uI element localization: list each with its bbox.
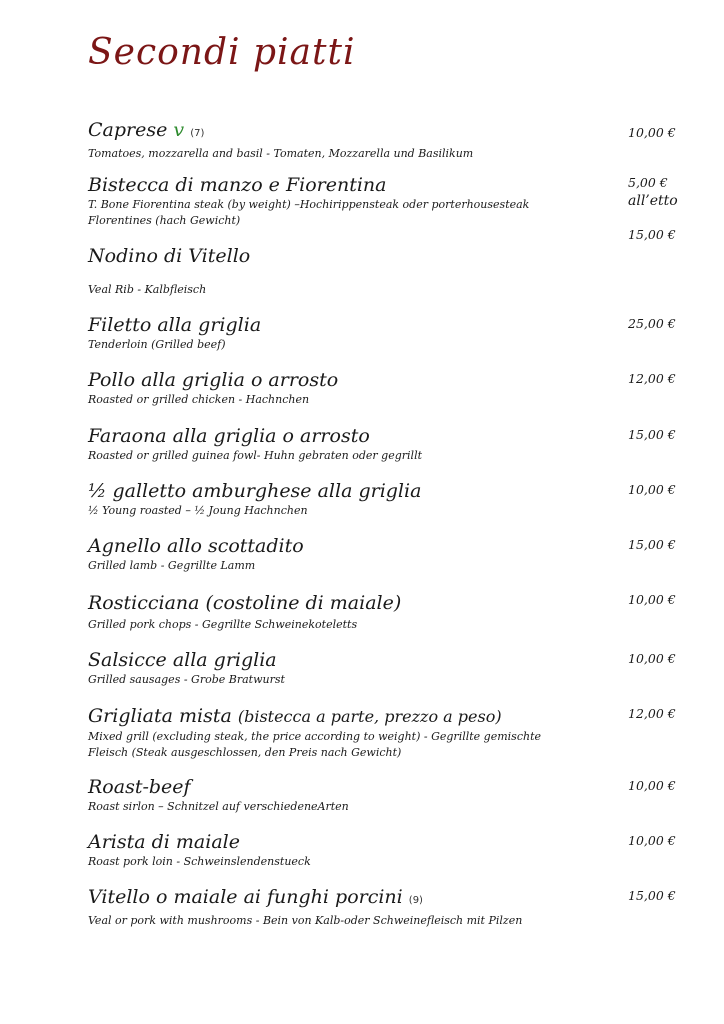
price-filetto: 25,00 € — [628, 316, 676, 331]
price-rosticciana: 10,00 € — [628, 592, 676, 607]
dish-description: Roasted or grilled guinea fowl- Huhn gebraten oder gegrillt — [88, 449, 423, 462]
dish-name: Nodino di Vitello — [88, 245, 251, 267]
price-grigliata: 12,00 € — [628, 706, 676, 721]
dish-description: Mixed grill (excluding steak, the price according to weight) - Gegrillte gemischte — [88, 730, 541, 743]
menu-item-nodino — [88, 244, 618, 298]
dish-description: T. Bone Fiorentina steak (by weight) –Hochirippensteak oder porterhousesteak — [88, 198, 530, 211]
dish-name: Agnello allo scottadito — [88, 535, 304, 557]
menu-item-agnello — [88, 534, 618, 574]
dish-description: Grilled pork chops - Gegrillte Schweinekoteletts — [88, 618, 358, 631]
price-value: 5,00 € — [628, 175, 668, 190]
menu-item-pollo — [88, 368, 618, 408]
price-nodino: 15,00 € — [628, 227, 676, 242]
dish-name: Filetto alla griglia — [88, 314, 262, 336]
dish-name: Vitello o maiale ai funghi porcini — [88, 886, 403, 908]
menu-item-salsicce — [88, 648, 618, 688]
dish-description: Tomatoes, mozzarella and basil - Tomaten, Mozzarella und Basilikum — [88, 147, 474, 160]
menu-item-arista — [88, 830, 618, 870]
price-unit: all’etto — [628, 193, 678, 209]
price-arista: 10,00 € — [628, 833, 676, 848]
menu-item-galletto — [88, 479, 618, 519]
price-bistecca — [628, 174, 708, 210]
dish-description-2: Fleisch (Steak ausgeschlossen, den Preis nach Gewicht) — [88, 746, 402, 759]
dish-name: Rosticciana (costoline di maiale) — [88, 592, 402, 614]
dish-name: Roast-beef — [88, 776, 191, 798]
dish-name: Bistecca di manzo e Fiorentina — [88, 174, 387, 196]
dish-description: Veal Rib - Kalbfleisch — [88, 283, 207, 296]
price-salsicce: 10,00 € — [628, 651, 676, 666]
dish-description: Tenderloin (Grilled beef) — [88, 338, 226, 351]
dish-name: Faraona alla griglia o arrosto — [88, 425, 370, 447]
price-caprese: 10,00 € — [628, 125, 676, 140]
price-faraona: 15,00 € — [628, 427, 676, 442]
menu-item-filetto — [88, 313, 618, 353]
price-galletto: 10,00 € — [628, 482, 676, 497]
vegetarian-badge: v — [173, 119, 185, 141]
dish-name: Grigliata mista — [88, 705, 232, 727]
dish-description: Grilled lamb - Gegrillte Lamm — [88, 559, 256, 572]
dish-description: Roasted or grilled chicken - Hachnchen — [88, 393, 310, 406]
allergen-note: (7) — [190, 128, 205, 139]
price-roast-beef: 10,00 € — [628, 778, 676, 793]
price-vitello: 15,00 € — [628, 888, 676, 903]
price-agnello: 15,00 € — [628, 537, 676, 552]
dish-description: Grilled sausages - Grobe Bratwurst — [88, 673, 285, 686]
menu-item-bistecca — [88, 173, 618, 229]
dish-description: Roast sirlon – Schnitzel auf verschiedeneArten — [88, 800, 349, 813]
dish-description: ½ Young roasted – ½ Joung Hachnchen — [88, 504, 308, 517]
page-title: Secondi piatti — [88, 32, 356, 73]
menu-item-caprese — [88, 118, 618, 162]
dish-name: Caprese — [88, 119, 168, 141]
dish-name: Arista di maiale — [88, 831, 240, 853]
dish-name: Salsicce alla griglia — [88, 649, 277, 671]
allergen-note: (9) — [408, 895, 423, 906]
dish-description: Roast pork loin - Schweinslendenstueck — [88, 855, 311, 868]
dish-description-2: Florentines (hach Gewicht) — [88, 214, 241, 227]
dish-name-extra: (bistecca a parte, prezzo a peso) — [237, 707, 502, 726]
menu-item-vitello — [88, 885, 618, 929]
price-pollo: 12,00 € — [628, 371, 676, 386]
menu-item-roast-beef — [88, 775, 618, 815]
menu-item-faraona — [88, 424, 618, 464]
dish-name: ½ galletto amburghese alla griglia — [88, 480, 422, 502]
menu-item-rosticciana — [88, 591, 618, 633]
dish-name: Pollo alla griglia o arrosto — [88, 369, 339, 391]
menu-item-grigliata — [88, 704, 618, 761]
dish-description: Veal or pork with mushrooms - Bein von Kalb-oder Schweinefleisch mit Pilzen — [88, 914, 523, 927]
